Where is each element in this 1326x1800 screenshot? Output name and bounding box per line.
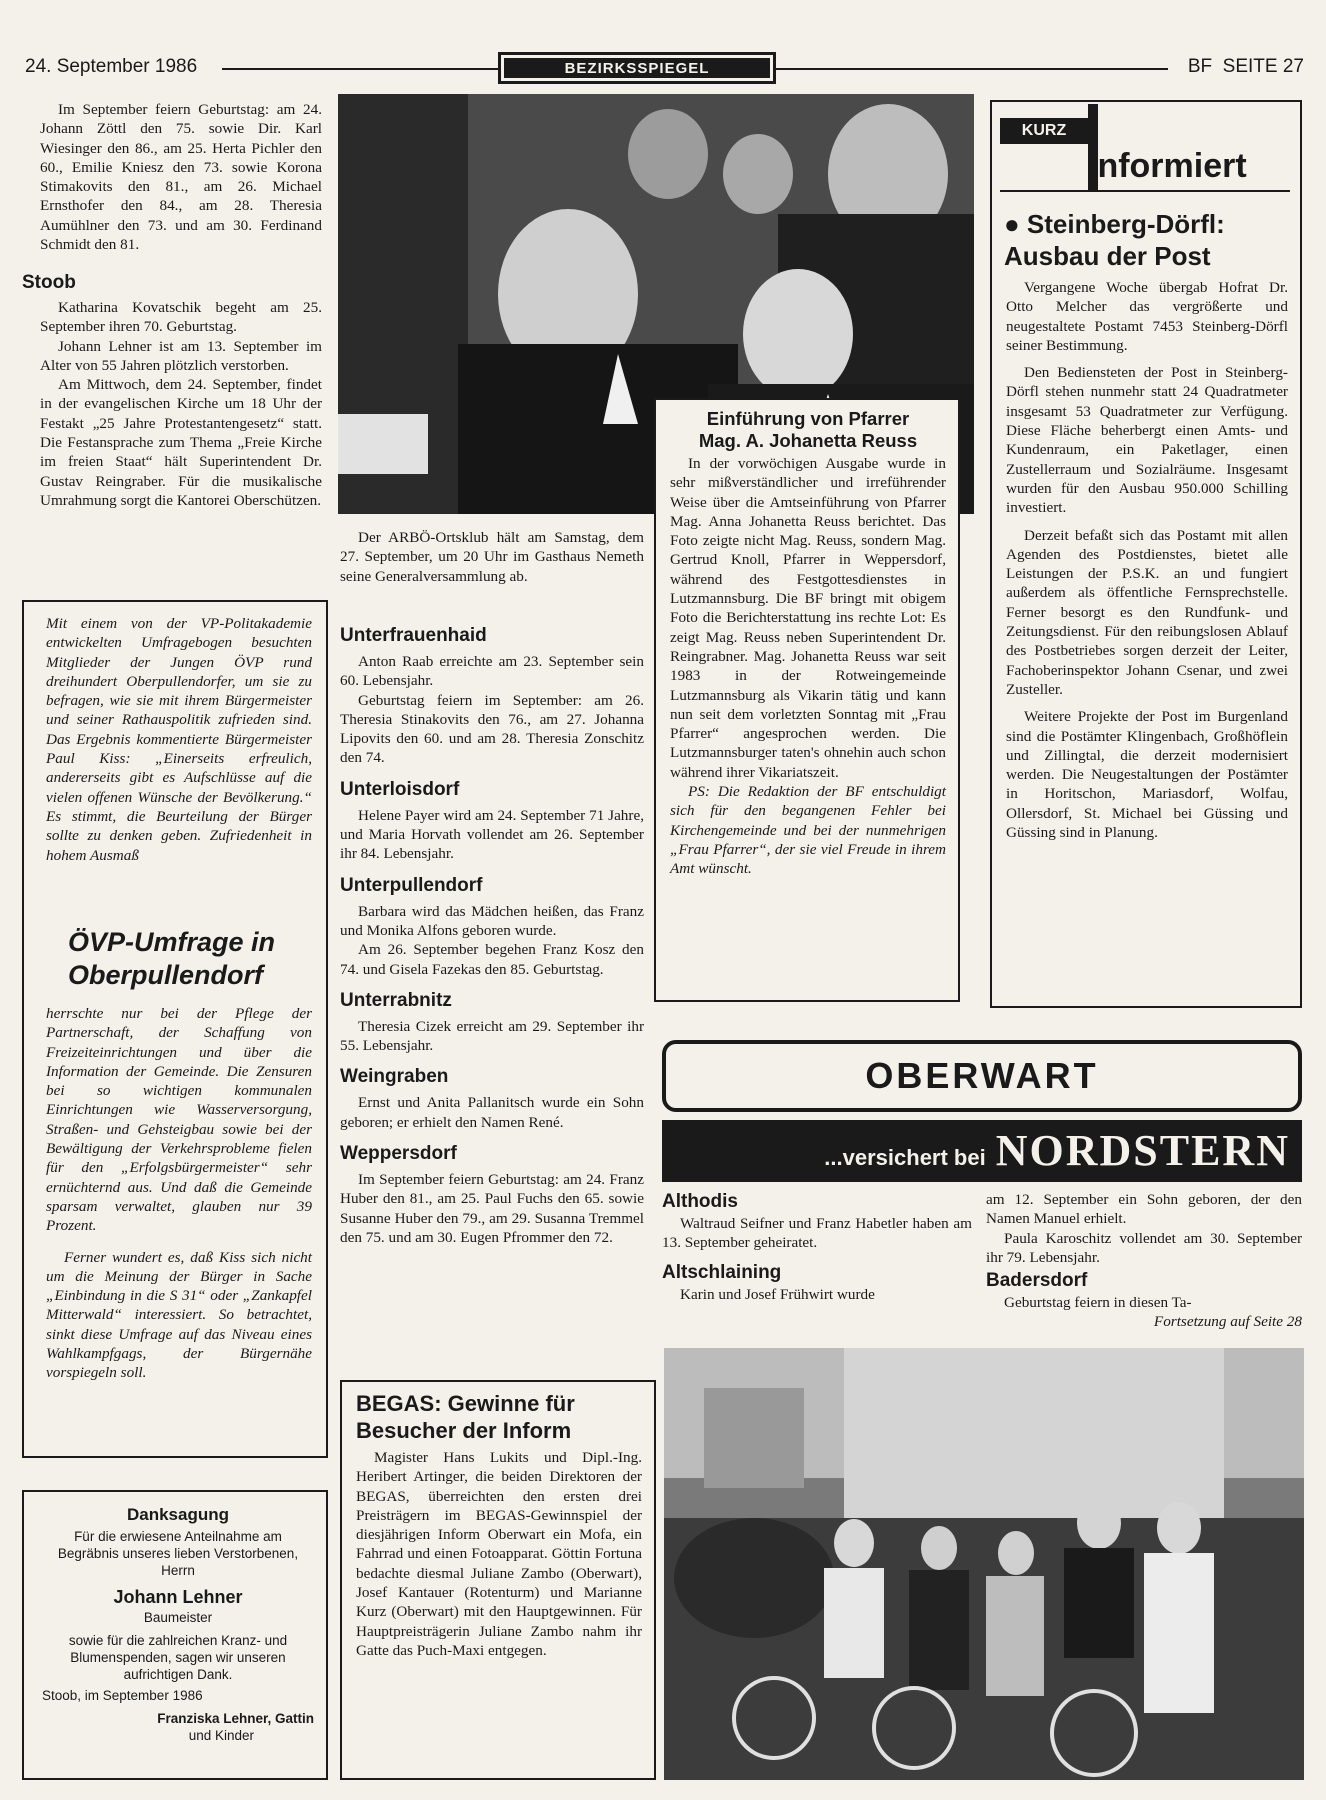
post-headline: ● Steinberg-Dörfl: Ausbau der Post: [1004, 209, 1225, 271]
begas-article-box: BEGAS: Gewinne für Besucher der Inform Magister Hans Lukits und Dipl.-Ing. Heribert Artinger, die beiden Direktoren der BEGAS, überreichten den ersten drei Preisträgern im BEGAS-Gewinnspiel der diesjährigen Inform Oberwart ein Mofa, ein Fahrrad und einen Fotoapparat. Göttin Fortuna bedachte diesmal Juliane Zambo (Oberwart), Josef Kantauer (Rotenturm) und Marianne Kurz (Oberwart) mit den Hauptgewinnen. Für Hauptpreisträgerin Juliane Zambo nahm ihr Gatte das Puch-Maxi entgegen.: [340, 1380, 656, 1780]
danksagung-title: Danksagung: [126, 1505, 230, 1524]
issue-date: 24. September 1986: [25, 56, 198, 77]
paragraph: Katharina Kovatschik begeht am 25. September ihren 70. Geburtstag.: [40, 299, 322, 336]
deceased-name: Johann Lehner: [113, 1587, 243, 1607]
paragraph: Im September feiern Geburtstag: am 24. Johann Zöttl den 75. sowie Dir. Karl Wiesinger den 86., am 25. Herta Pichler den 60., Emilie Kniesz den 73. sowie Korona Stimakovits den 81., am 26. Michael Ernsthofer den 84., am 28. Theresia Aumühlner den 73. und am 30. Ferdinand Schmidt den 81.: [40, 101, 322, 254]
oevp-body: herrschte nur bei der Pflege der Partnerschaft, der Schaffung von Freizeiteinrichtungen und über die Information der Gemeinde. Die Zensuren bei so wichtigen kommunalen Einrichtungen wie Wasserversorgung, Straßen- und Gehsteigbau sowie bei der Bewältigung der Verkehrsprobleme fielen für den „Erfolgsbürgermeister“ sehr ernüchternd aus. Und daß die Gemeinde sparsam verwaltet, glauben nur 39 Prozent. Ferner wundert es, daß Kiss sich nicht um die Meinung der Bürger in Sache „Einbindung in die S 31“ oder „Zankapfel Mitterwald“ interessiert. So betrachtet, sinkt diese Umfrage auf das Niveau eines Wahlkampfgags, der Bürgernähe vorspiegeln soll.: [46, 1005, 312, 1382]
section-heading: Weppersdorf: [340, 1143, 457, 1165]
paragraph: Johann Lehner ist am 13. September im Alter von 55 Jahren plötzlich verstorben.: [40, 337, 322, 374]
arboe-notice: Der ARBÖ-Ortsklub hält am Samstag, dem 27. September, um 20 Uhr im Gasthaus Nemeth seine Generalversammlung ab.: [340, 529, 644, 585]
section-heading-stoob: Stoob: [22, 272, 76, 293]
header-rule-right: [776, 68, 1168, 70]
continued-notice: Fortsetzung auf Seite 28: [1153, 1313, 1302, 1331]
begas-title: BEGAS: Gewinne für Besucher der Inform: [356, 1391, 575, 1443]
oevp-title: ÖVP-Umfrage in Oberpullendorf: [68, 927, 276, 990]
section-heading: Unterrabnitz: [340, 989, 452, 1011]
section-heading: Weingraben: [340, 1066, 449, 1088]
oberwart-news-right: am 12. September ein Sohn geboren, der den Namen Manuel erhielt. Paula Karoschitz vollendet am 30. September ihr 79. Lebensjahr. Badersdorf Geburtstag feiern in diesen Ta- Fortsetzung auf Seite 28: [986, 1191, 1302, 1331]
kurz-tag: KURZ: [1000, 118, 1088, 144]
danksagung-notice: Danksagung Für die erwiesene Anteilnahme am Begräbnis unseres lieben Verstorbenen, Herrn Johann Lehner Baumeister sowie für die zahlreichen Kranz- und Blumenspenden, sagen wir unseren aufrichtigen Dank. Stoob, im September 1986 Franziska Lehner, Gattin und Kinder: [22, 1490, 328, 1780]
nordstern-logo: NORDSTERN: [995, 1126, 1290, 1175]
section-heading: Unterpullendorf: [340, 874, 483, 896]
section-label: BEZIRKSSPIEGEL: [498, 52, 776, 84]
birthday-notices: [40, 100, 322, 254]
post-article: Vergangene Woche übergab Hofrat Dr. Otto Melcher das vergrößerte und neugestaltete Postamt 7453 Steinberg-Dörfl seiner Bestimmung. Den Bediensteten der Post in Steinberg-Dörfl stehen nunmehr statt 24 Quadratmeter insgesamt 53 Quadratmeter zur Verfügung. Diese Fläche beherbergt einen Amts- und Kundenraum, ein Paketlager, einen Zustellerraum und Sozialräume. Insgesamt wurden für den Ausbau 950.000 Schilling investiert. Derzeit befaßt sich das Postamt mit allen Agenden des Postdienstes, bietet alle Leistungen der P.S.K. an und fungiert außerdem als öffentliche Fernsprechstelle. Ferner besorgt es den Rundfunk- und Zeitungsdienst. Für den reibungslosen Ablauf des Postbetriebes sorgen derzeit der Leiter, Fachoberinspektor Johann Csenar, und zwei Zusteller. Weitere Projekte der Post im Burgenland sind die Postämter Klingenbach, Großhöflein und Zillingtal, die derzeit modernisiert werden. Die Neugestaltungen der Postämter in Horitschon, Mariasdorf, Wolfau, Ollersdorf, St. Michael bei Güssing und Güssing sind in Planung.: [1006, 279, 1288, 842]
section-heading: Unterfrauenhaid: [340, 625, 487, 646]
local-news-column: Unterfrauenhaid Anton Raab erreichte am 23. September sein 60. Lebensjahr. Geburtstag feiern im September: am 26. Theresia Stinakovits den 76., am 27. Johanna Lipovits den 60. und am 28. Theresia Zonschitz den 74. Unterloisdorf Helene Payer wird am 24. September 71 Jahre, und Maria Horvath vollendet am 26. September ihr 84. Lebensjahr. Unterpullendorf Barbara wird das Mädchen heißen, das Franz und Monika Alfons geboren wurde. Am 26. September begehen Franz Kosz den 74. und Gisela Fazekas den 85. Geburtstag. Unterrabnitz Theresia Cizek erreicht am 29. September ihr 55. Lebensjahr. Weingraben Ernst und Anita Pallanitsch wurde ein Sohn geboren; er erhielt den Namen René. Weppersdorf Im September feiern Geburtstag: am 24. Franz Huber den 81., am 25. Paul Fuchs den 65. sowie Susanne Huber den 79., am 29. Susanna Tremmel den 75. und am 30. Eugen Pfrommer den 72.: [340, 625, 644, 1246]
nordstern-bar: ...versichert bei NORDSTERN: [662, 1120, 1302, 1182]
kurz-title: informiert: [1088, 147, 1247, 185]
page-number: BF SEITE 27: [1187, 56, 1304, 77]
kurz-underline: [1000, 190, 1290, 192]
oevp-lead: Mit einem von der VP-Politakademie entwickelten Umfragebogen besuchten Mitglieder der Jungen ÖVP rund dreihundert Oberpullendorfer, um sie zu befragen, wie sie mit ihrem Bürgermeister und seiner Rathauspolitik zufrieden sind. Das Ergebnis kommentierte Bürgermeister Paul Kiss: „Einerseits erfreulich, andererseits gibt es Aufschlüsse auf die vielen offenen Wünsche der Bevölkerung.“ Es stimmt, die Beurteilung der Bürger sollte zu denken geben. Zufriedenheit in hohem Ausmaß: [46, 615, 312, 864]
pfarrer-article-box: Einführung von Pfarrer Mag. A. Johanetta Reuss In der vorwöchigen Ausgabe wurde in sehr mißverständlicher und irreführender Weise über die Amtseinführung von Pfarrer Mag. Anna Johanetta Reuss berichtet. Das Foto zeigte nicht Mag. Reuss, sondern Mag. Gertrud Knoll, Pfarrer in Weppersdorf, während des Festgottesdienstes in Lutzmannsburg. Die BF bringt mit obigem Foto die Berichterstattung ins rechte Lot: Es zeigt Mag. Reuss neben Superintendent Dr. Reingrabner. Mag. Johanetta Reuss war seit 1983 in der Rotweingemeinde Lutzmannsburg als Vikarin tätig und kann nun seit dem vorletzten Sonntag mit „Frau Pfarrer“ angesprochen werden. Die Lutzmannsburger taten's ohnehin auch schon während ihrer Vikariatszeit. PS: Die Redaktion der BF entschuldigt sich für den begangenen Fehler bei Kirchengemeinde und bei der nunmehrigen „Frau Pfarrer“, der sie viel Freude in ihrem Amt wünscht.: [654, 398, 960, 1002]
oberwart-news-left: Althodis Waltraud Seifner und Franz Habetler haben am 13. September geheiratet. Altschlaining Karin und Josef Frühwirt wurde: [662, 1191, 972, 1303]
stoob-notices: [40, 298, 322, 510]
section-heading: Unterloisdorf: [340, 778, 460, 800]
oberwart-banner: OBERWART: [662, 1040, 1302, 1112]
paragraph: Am Mittwoch, dem 24. September, findet in der evangelischen Kirche um 18 Uhr der Festakt „25 Jahre Protestantengesetz“ statt. Die Festansprache zum Thema „Freie Kirche im freien Staat“ hält Superintendent Dr. Gustav Reingraber. Für die musikalische Umrahmung sorgt die Kantorei Oberschützen.: [40, 376, 322, 509]
begas-photo: [664, 1348, 1304, 1780]
header-rule-left: [222, 68, 498, 70]
pfarrer-title: Einführung von Pfarrer Mag. A. Johanetta Reuss: [698, 408, 918, 451]
